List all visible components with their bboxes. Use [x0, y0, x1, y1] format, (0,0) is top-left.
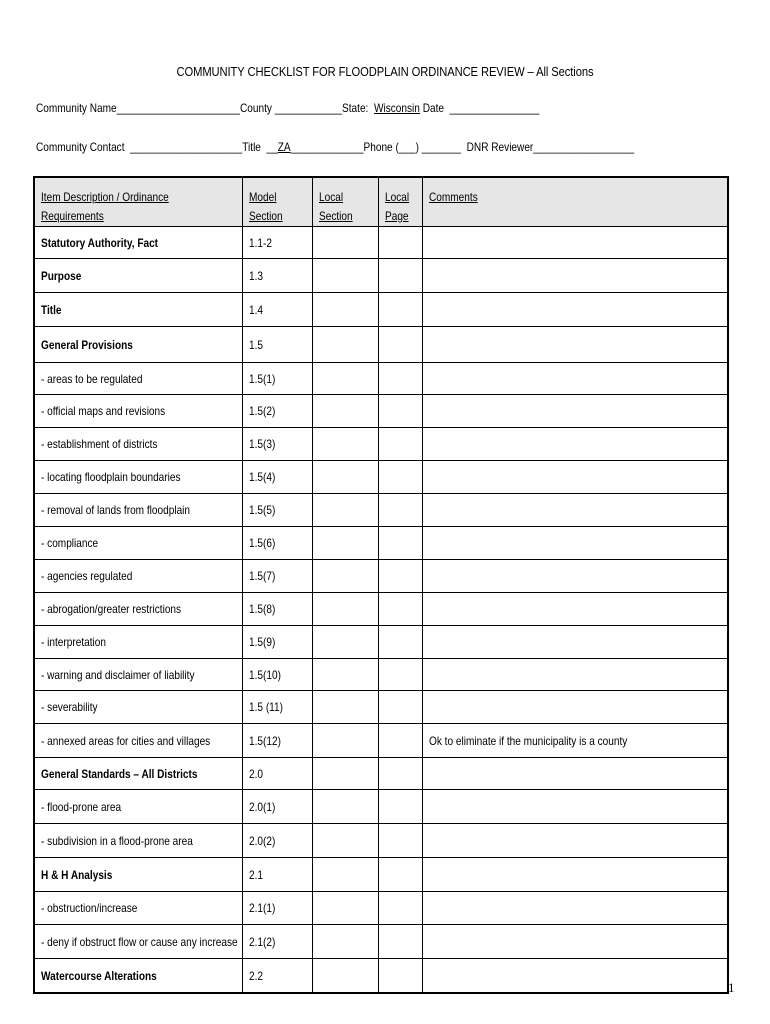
table-row — [34, 259, 728, 293]
local-section-cell[interactable] — [312, 428, 378, 461]
table-row — [34, 293, 728, 327]
comments-cell[interactable] — [422, 892, 728, 925]
item-description-cell: - abrogation/greater restrictions — [34, 593, 242, 626]
table-row — [34, 327, 728, 363]
model-section-cell: 1.5(6) — [242, 527, 312, 560]
item-description-cell: - locating floodplain boundaries — [34, 461, 242, 494]
comments-cell[interactable] — [422, 494, 728, 527]
model-section-cell: 2.2 — [242, 959, 312, 994]
model-section-cell: 1.5(5) — [242, 494, 312, 527]
local-page-cell[interactable] — [378, 691, 422, 724]
header-item-description: Item Description / Ordinance Requirements — [34, 177, 242, 227]
local-page-cell[interactable] — [378, 858, 422, 892]
item-description-cell: H & H Analysis — [34, 858, 242, 892]
comments-cell[interactable] — [422, 363, 728, 395]
title-value[interactable]: ZA — [277, 140, 291, 154]
local-page-cell[interactable] — [378, 428, 422, 461]
model-section-cell: 1.1-2 — [242, 227, 312, 259]
local-section-cell[interactable] — [312, 494, 378, 527]
comments-cell[interactable] — [422, 560, 728, 593]
table-row — [34, 626, 728, 659]
local-section-cell[interactable] — [312, 691, 378, 724]
model-section-cell: 1.4 — [242, 293, 312, 327]
item-description-cell: - warning and disclaimer of liability — [34, 659, 242, 691]
community-name-field[interactable]: Community Name______________________ — [36, 101, 241, 115]
item-description-cell: General Provisions — [34, 327, 242, 363]
comments-cell[interactable] — [422, 626, 728, 659]
date-field[interactable]: Date ________________ — [419, 101, 540, 115]
comments-cell[interactable] — [422, 925, 728, 959]
item-description-cell: - obstruction/increase — [34, 892, 242, 925]
local-section-cell[interactable] — [312, 395, 378, 428]
item-description-cell: General Standards – All Districts — [34, 758, 242, 790]
comments-cell[interactable] — [422, 659, 728, 691]
checklist-table — [33, 176, 729, 994]
title-label: Title __ — [242, 140, 278, 154]
local-page-cell[interactable] — [378, 259, 422, 293]
item-description-cell: Statutory Authority, Fact — [34, 227, 242, 259]
local-section-cell[interactable] — [312, 758, 378, 790]
local-section-cell[interactable] — [312, 363, 378, 395]
item-description-cell: - interpretation — [34, 626, 242, 659]
title-blank[interactable]: _____________ — [290, 140, 364, 154]
item-description-cell: - severability — [34, 691, 242, 724]
item-description-cell: - establishment of districts — [34, 428, 242, 461]
table-row — [34, 363, 728, 395]
local-page-cell[interactable] — [378, 227, 422, 259]
model-section-cell: 1.5(3) — [242, 428, 312, 461]
state-label: State: — [342, 101, 374, 115]
model-section-cell: 1.5(10) — [242, 659, 312, 691]
local-section-cell[interactable] — [312, 293, 378, 327]
model-section-cell: 1.5(9) — [242, 626, 312, 659]
model-section-cell: 2.1(2) — [242, 925, 312, 959]
comments-cell[interactable] — [422, 790, 728, 824]
local-page-cell[interactable] — [378, 593, 422, 626]
table-row — [34, 691, 728, 724]
header-model-section: Model Section — [242, 177, 312, 227]
local-section-cell[interactable] — [312, 527, 378, 560]
item-description-cell: Watercourse Alterations — [34, 959, 242, 994]
model-section-cell: 2.0(1) — [242, 790, 312, 824]
comments-cell[interactable] — [422, 461, 728, 494]
local-section-cell[interactable] — [312, 626, 378, 659]
local-page-cell[interactable] — [378, 824, 422, 858]
local-section-cell[interactable] — [312, 461, 378, 494]
table-row — [34, 858, 728, 892]
item-description-cell: - compliance — [34, 527, 242, 560]
comments-cell[interactable] — [422, 758, 728, 790]
table-row — [34, 395, 728, 428]
local-section-cell[interactable] — [312, 560, 378, 593]
table-row — [34, 959, 728, 994]
model-section-cell: 1.5(8) — [242, 593, 312, 626]
local-page-cell[interactable] — [378, 790, 422, 824]
item-description-cell: - areas to be regulated — [34, 363, 242, 395]
item-description-cell: - official maps and revisions — [34, 395, 242, 428]
comments-cell[interactable] — [422, 327, 728, 363]
comments-cell[interactable] — [422, 858, 728, 892]
header-local-page: Local Page — [378, 177, 422, 227]
item-description-cell: - subdivision in a flood-prone area — [34, 824, 242, 858]
item-description-cell: - deny if obstruct flow or cause any increase — [34, 925, 242, 959]
comments-cell[interactable] — [422, 959, 728, 994]
model-section-cell: 1.5(7) — [242, 560, 312, 593]
table-row — [34, 560, 728, 593]
comments-cell[interactable] — [422, 527, 728, 560]
local-section-cell[interactable] — [312, 892, 378, 925]
model-section-cell: 2.1 — [242, 858, 312, 892]
table-row — [34, 659, 728, 691]
item-description-cell: - agencies regulated — [34, 560, 242, 593]
local-section-cell[interactable] — [312, 227, 378, 259]
contact-info-line — [36, 140, 634, 154]
table-row — [34, 824, 728, 858]
local-page-cell[interactable] — [378, 892, 422, 925]
model-section-cell: 1.5(12) — [242, 724, 312, 758]
table-row — [34, 428, 728, 461]
local-section-cell[interactable] — [312, 858, 378, 892]
model-section-cell: 1.3 — [242, 259, 312, 293]
table-row — [34, 527, 728, 560]
comments-cell[interactable] — [422, 691, 728, 724]
model-section-cell: 1.5(1) — [242, 363, 312, 395]
local-page-cell[interactable] — [378, 327, 422, 363]
table-row — [34, 461, 728, 494]
item-description-cell: - removal of lands from floodplain — [34, 494, 242, 527]
model-section-cell: 1.5(2) — [242, 395, 312, 428]
local-page-cell[interactable] — [378, 527, 422, 560]
header-comments: Comments — [422, 177, 728, 227]
local-page-cell[interactable] — [378, 560, 422, 593]
local-section-cell[interactable] — [312, 259, 378, 293]
community-contact-field[interactable]: Community Contact ______ — [36, 140, 164, 154]
local-section-cell[interactable] — [312, 593, 378, 626]
comments-cell[interactable] — [422, 824, 728, 858]
item-description-cell: Purpose — [34, 259, 242, 293]
local-page-cell[interactable] — [378, 494, 422, 527]
table-row — [34, 227, 728, 259]
local-section-cell[interactable] — [312, 327, 378, 363]
comments-cell[interactable] — [422, 227, 728, 259]
model-section-cell: 2.0(2) — [242, 824, 312, 858]
phone-reviewer-field[interactable]: Phone (___) _______ DNR Reviewer__________________ — [363, 140, 635, 154]
local-page-cell[interactable] — [378, 758, 422, 790]
comments-cell[interactable] — [422, 395, 728, 428]
local-page-cell[interactable] — [378, 461, 422, 494]
state-value[interactable]: Wisconsin — [373, 101, 420, 115]
local-page-cell[interactable] — [378, 626, 422, 659]
local-section-cell[interactable] — [312, 724, 378, 758]
comments-cell[interactable] — [422, 293, 728, 327]
table-row — [34, 758, 728, 790]
local-page-cell[interactable] — [378, 724, 422, 758]
model-section-cell: 2.1(1) — [242, 892, 312, 925]
comments-cell[interactable] — [422, 259, 728, 293]
model-section-cell: 2.0 — [242, 758, 312, 790]
community-contact-blank[interactable]: ______________ — [163, 140, 243, 154]
community-info-line — [36, 101, 539, 115]
model-section-cell: 1.5 (11) — [242, 691, 312, 724]
page-number: 1 — [728, 980, 735, 995]
model-section-cell: 1.5(4) — [242, 461, 312, 494]
comments-cell[interactable] — [422, 428, 728, 461]
item-description-cell: - flood-prone area — [34, 790, 242, 824]
model-section-cell: 1.5 — [242, 327, 312, 363]
comments-cell[interactable]: Ok to eliminate if the municipality is a county — [422, 724, 728, 758]
table-row — [34, 494, 728, 527]
local-page-cell[interactable] — [378, 395, 422, 428]
header-local-section: Local Section — [312, 177, 378, 227]
local-section-cell[interactable] — [312, 790, 378, 824]
item-description-cell: Title — [34, 293, 242, 327]
local-page-cell[interactable] — [378, 959, 422, 994]
table-row — [34, 593, 728, 626]
local-section-cell[interactable] — [312, 659, 378, 691]
table-row — [34, 925, 728, 959]
local-page-cell[interactable] — [378, 925, 422, 959]
local-page-cell[interactable] — [378, 659, 422, 691]
table-row — [34, 724, 728, 758]
local-section-cell[interactable] — [312, 959, 378, 994]
table-header-row — [34, 177, 728, 227]
local-page-cell[interactable] — [378, 363, 422, 395]
local-section-cell[interactable] — [312, 925, 378, 959]
local-section-cell[interactable] — [312, 824, 378, 858]
comments-cell[interactable] — [422, 593, 728, 626]
table-row — [34, 790, 728, 824]
county-field[interactable]: County ____________ — [240, 101, 343, 115]
document-title: COMMUNITY CHECKLIST FOR FLOODPLAIN ORDINANCE REVIEW – All Sections — [176, 64, 594, 79]
table-row — [34, 892, 728, 925]
item-description-cell: - annexed areas for cities and villages — [34, 724, 242, 758]
local-page-cell[interactable] — [378, 293, 422, 327]
